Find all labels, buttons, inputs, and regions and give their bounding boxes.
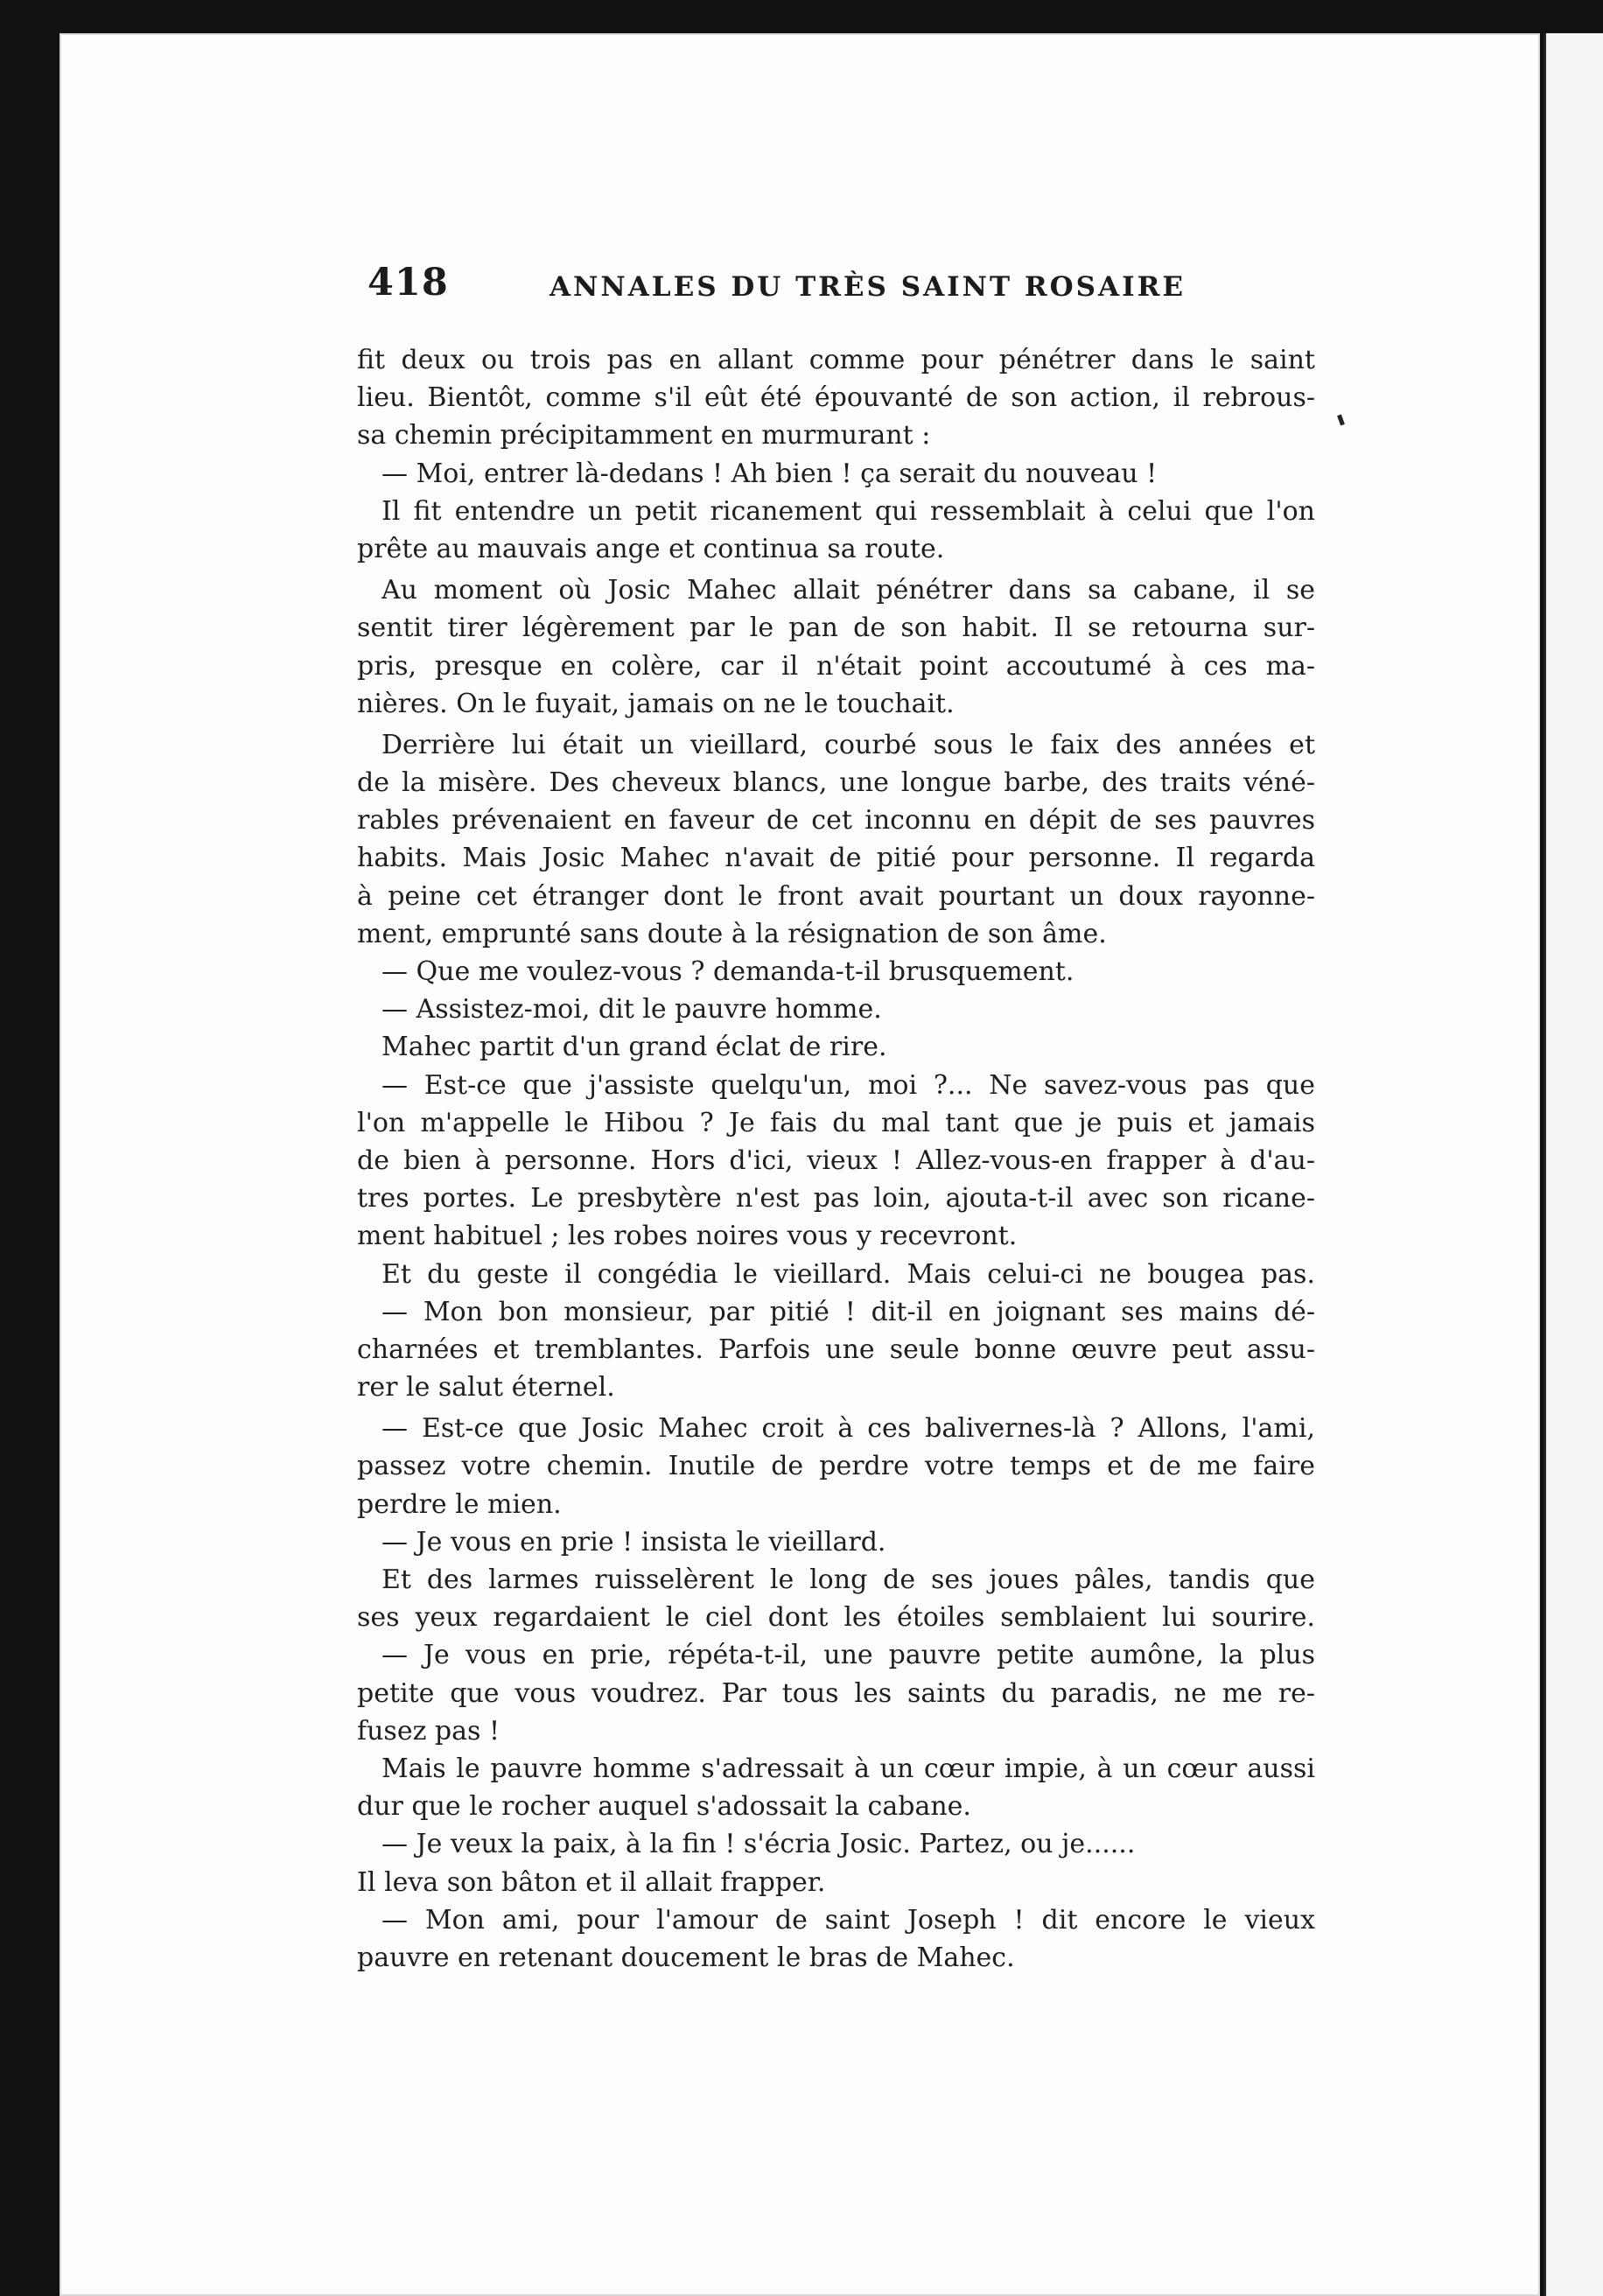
text-line: ses yeux regardaient le ciel dont les étoiles semblaient lui sourire. <box>357 1602 1315 1634</box>
text-line: — Je vous en prie, répéta-t-il, une pauvre petite aumône, la plus <box>382 1640 1315 1671</box>
text-line: ment, emprunté sans doute à la résignation de son âme. <box>357 918 1107 949</box>
text-line: sa chemin précipitamment en murmurant : <box>357 420 931 452</box>
text-line: sentit tirer légèrement par le pan de son habit. Il se retourna sur- <box>357 612 1315 644</box>
text-line: rables prévenaient en faveur de cet inconnu en dépit de ses pauvres <box>357 805 1315 836</box>
text-line: Mais le pauvre homme s'adressait à un cœur impie, à un cœur aussi <box>382 1753 1315 1784</box>
text-line: ment habituel ; les robes noires vous y recevront. <box>357 1221 1018 1252</box>
text-line: Au moment où Josic Mahec allait pénétrer dans sa cabane, il se <box>382 575 1315 606</box>
text-line: tres portes. Le presbytère n'est pas loin, ajouta-t-il avec son ricane- <box>357 1183 1315 1214</box>
text-line: — Est-ce que Josic Mahec croit à ces balivernes-là ? Allons, l'ami, <box>382 1413 1315 1445</box>
text-line: Et des larmes ruisselèrent le long de ses joues pâles, tandis que <box>382 1564 1315 1595</box>
text-line: fit deux ou trois pas en allant comme pour pénétrer dans le saint <box>357 345 1315 375</box>
text-line: de bien à personne. Hors d'ici, vieux ! Allez-vous-en frapper à d'au- <box>357 1144 1315 1176</box>
text-line: — Est-ce que j'assiste quelqu'un, moi ?... Ne savez-vous pas que <box>382 1069 1315 1101</box>
running-title: ANNALES DU TRÈS SAINT ROSAIRE <box>550 271 1186 303</box>
text-line: — Mon ami, pour l'amour de saint Joseph ! dit encore le vieux <box>382 1904 1315 1936</box>
text-line: perdre le mien. <box>357 1488 562 1520</box>
text-line: fusez pas ! <box>357 1715 500 1746</box>
text-line: l'on m'appelle le Hibou ? Je fais du mal tant que je puis et jamais <box>357 1107 1315 1138</box>
facing-page-edge <box>1544 33 1603 2296</box>
running-head <box>368 261 1186 322</box>
text-line: nières. On le fuyait, jamais on ne le touchait. <box>357 688 955 719</box>
text-line: Et du geste il congédia le vieillard. Mais celui-ci ne bougea pas. <box>382 1258 1315 1290</box>
text-line: pauvre en retenant doucement le bras de Mahec. <box>357 1942 1015 1973</box>
text-line: — Mon bon monsieur, par pitié ! dit-il en joignant ses mains dé- <box>382 1296 1315 1327</box>
text-line: — Je veux la paix, à la fin ! s'écria Josic. Partez, ou je...... <box>382 1829 1136 1860</box>
text-line: — Moi, entrer là-dedans ! Ah bien ! ça serait du nouveau ! <box>382 458 1158 489</box>
text-line: de la misère. Des cheveux blancs, une longue barbe, des traits véné- <box>357 767 1315 799</box>
text-line: Il fit entendre un petit ricanement qui ressemblait à celui que l'on <box>382 495 1315 527</box>
text-line: lieu. Bientôt, comme s'il eût été épouvanté de son action, il rebrous- <box>357 382 1315 414</box>
text-line: dur que le rocher auquel s'adossait la cabane. <box>357 1791 971 1823</box>
text-line: — Que me voulez-vous ? demanda-t-il brusquement. <box>382 956 1074 987</box>
text-line: prête au mauvais ange et continua sa route. <box>357 533 945 564</box>
text-line: — Assistez-moi, dit le pauvre homme. <box>382 994 882 1026</box>
text-line: charnées et tremblantes. Parfois une seule bonne œuvre peut assu- <box>357 1334 1315 1365</box>
text-line: Il leva son bâton et il allait frapper. <box>357 1866 826 1898</box>
text-line: Mahec partit d'un grand éclat de rire. <box>382 1032 887 1063</box>
text-line: pris, presque en colère, car il n'était point accoutumé à ces ma- <box>357 650 1315 682</box>
text-line: à peine cet étranger dont le front avait pourtant un doux rayonne- <box>357 880 1315 912</box>
text-line: — Je vous en prie ! insista le vieillard. <box>382 1526 886 1558</box>
body-text <box>357 341 1315 1977</box>
text-line: Derrière lui était un vieillard, courbé sous le faix des années et <box>382 729 1315 760</box>
text-line: passez votre chemin. Inutile de perdre votre temps et de me faire <box>357 1451 1315 1482</box>
page-number: 418 <box>368 261 449 304</box>
text-line: rer le salut éternel. <box>357 1372 615 1404</box>
text-line: petite que vous voudrez. Par tous les saints du paradis, ne me re- <box>357 1677 1315 1709</box>
text-line: habits. Mais Josic Mahec n'avait de pitié pour personne. Il regarda <box>357 843 1315 874</box>
